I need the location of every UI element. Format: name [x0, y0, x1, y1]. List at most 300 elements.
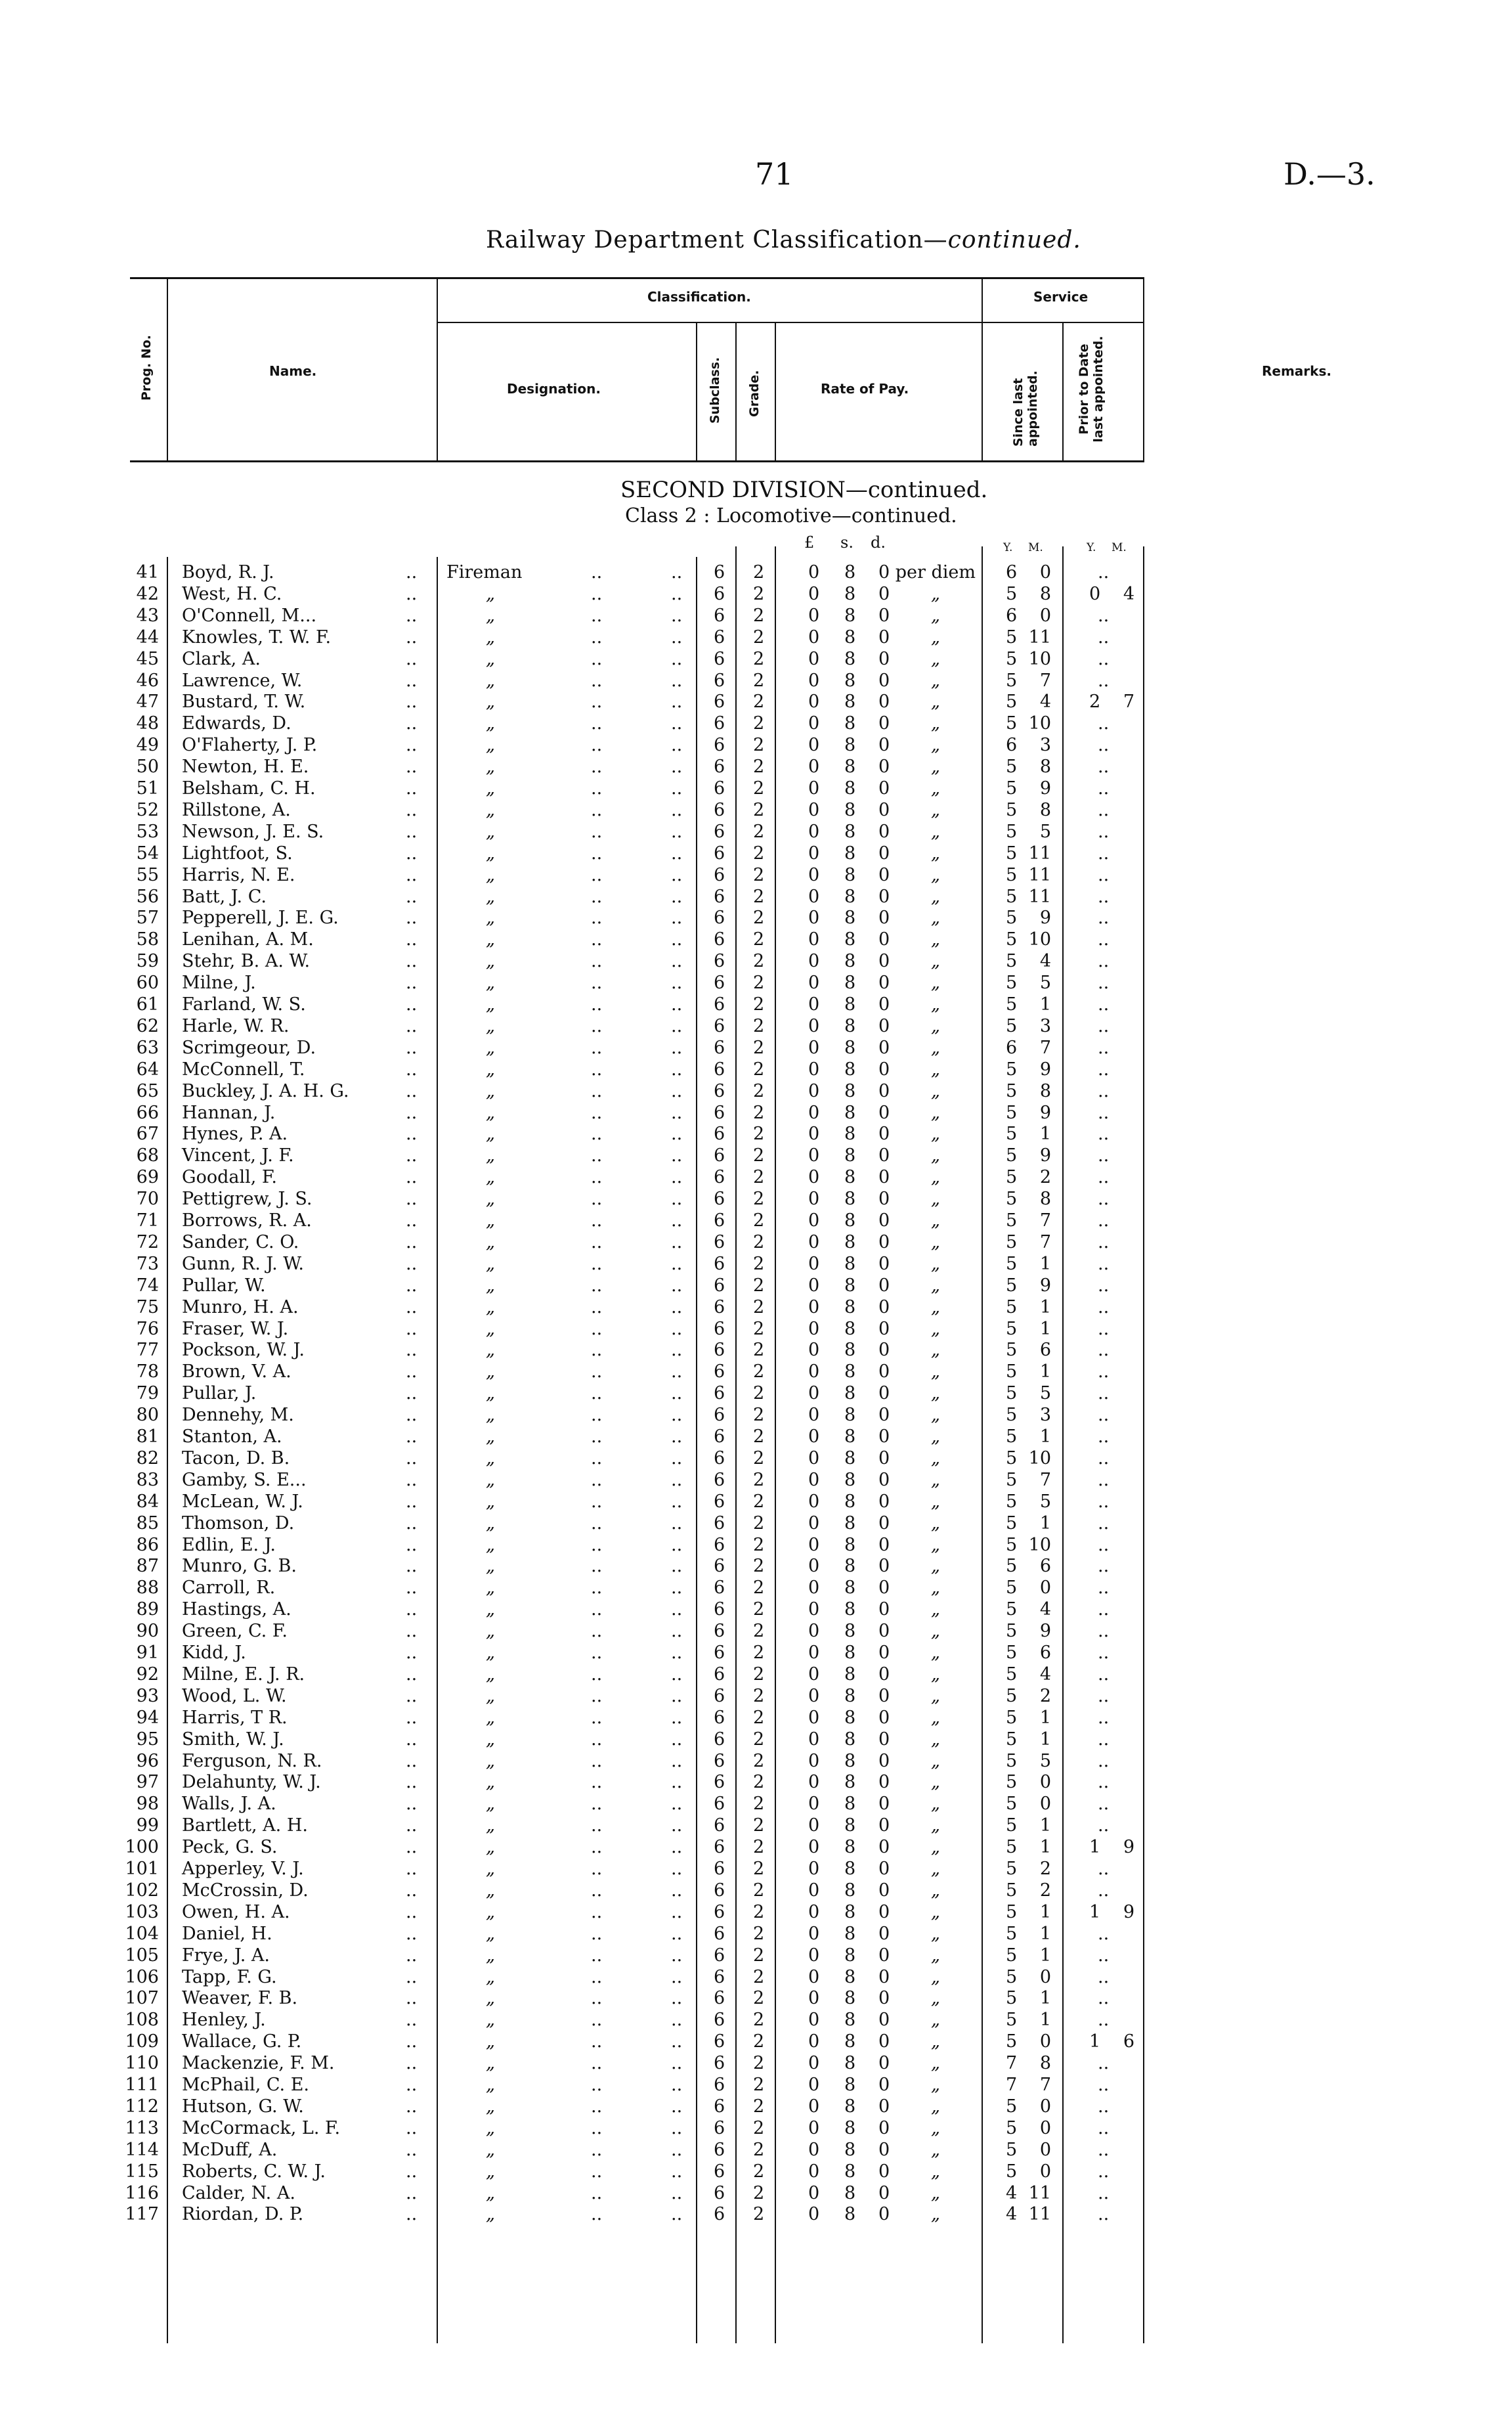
table-row [0, 1188, 1512, 1210]
row-subclass: 6 [714, 1923, 725, 1944]
row-prior-none: .. [1098, 713, 1110, 734]
row-subclass: 6 [714, 627, 725, 648]
row-designation: „ [486, 1037, 495, 1058]
row-pay-ditto: „ [931, 648, 940, 669]
row-pay-ditto: „ [931, 1253, 940, 1274]
row-pay-shillings: 8 [844, 994, 856, 1015]
row-pay-pounds: 0 [808, 1621, 820, 1642]
row-designation: „ [486, 1318, 495, 1339]
row-subclass: 6 [714, 1340, 725, 1361]
row-name: Stehr, B. A. W. [182, 951, 311, 972]
row-pay-pounds: 0 [808, 562, 820, 583]
row-leader-dots: .. [406, 1037, 418, 1058]
row-leader-dots: .. [671, 1405, 683, 1426]
row-designation: „ [486, 1340, 495, 1361]
row-name: West, H. C. [182, 583, 282, 604]
header-name: Name. [269, 363, 317, 379]
row-prior-none: .. [1098, 670, 1110, 691]
row-prog-no: 41 [136, 562, 159, 583]
row-prior-none: .. [1098, 735, 1110, 756]
header-bottom-rule [130, 460, 1144, 462]
row-pay-ditto: „ [931, 2204, 940, 2225]
row-leader-dots: .. [406, 1059, 418, 1080]
row-leader-dots: .. [406, 1080, 418, 1101]
row-subclass: 6 [714, 1534, 725, 1555]
row-designation: „ [486, 1599, 495, 1620]
row-pay-pence: 0 [878, 670, 890, 691]
row-prog-no: 91 [136, 1643, 159, 1663]
row-pay-pence: 0 [878, 843, 890, 864]
row-pay-pounds: 0 [808, 1426, 820, 1447]
row-designation: „ [486, 1102, 495, 1123]
row-pay-pounds: 0 [808, 670, 820, 691]
row-since-years: 5 [1006, 929, 1018, 950]
row-prior-none: .. [1098, 1275, 1110, 1296]
row-pay-pounds: 0 [808, 1750, 820, 1771]
row-leader-dots: .. [591, 1966, 603, 1987]
row-subclass: 6 [714, 843, 725, 864]
table-row [0, 2031, 1512, 2052]
row-designation: „ [486, 1231, 495, 1252]
row-leader-dots: .. [591, 843, 603, 864]
row-leader-dots: .. [406, 1383, 418, 1404]
row-since-years: 5 [1006, 2010, 1018, 2031]
row-leader-dots: .. [591, 2139, 603, 2160]
table-row [0, 756, 1512, 778]
row-prior-none: .. [1098, 1102, 1110, 1123]
row-leader-dots: .. [406, 2204, 418, 2225]
row-pay-shillings: 8 [844, 886, 856, 907]
row-designation: „ [486, 886, 495, 907]
row-name: Henley, J. [182, 2010, 266, 2031]
row-grade: 2 [753, 1534, 765, 1555]
row-leader-dots: .. [406, 583, 418, 604]
row-designation: „ [486, 1966, 495, 1987]
row-since-years: 5 [1006, 1469, 1018, 1490]
row-leader-dots: .. [591, 2161, 603, 2182]
row-since-months: 9 [1039, 1621, 1051, 1642]
row-pay-pence: 0 [878, 1167, 890, 1188]
row-subclass: 6 [714, 994, 725, 1015]
row-leader-dots: .. [406, 1599, 418, 1620]
row-leader-dots: .. [671, 1859, 683, 1879]
row-prog-no: 70 [136, 1189, 159, 1210]
row-leader-dots: .. [671, 1815, 683, 1836]
row-leader-dots: .. [671, 1210, 683, 1231]
row-name: Belsham, C. H. [182, 778, 316, 799]
row-leader-dots: .. [406, 1361, 418, 1382]
row-prior-none: .. [1098, 929, 1110, 950]
row-pay-pence: 0 [878, 1556, 890, 1577]
row-leader-dots: .. [591, 2096, 603, 2117]
row-prior-none: .. [1098, 1447, 1110, 1468]
row-prior-years: 0 [1089, 583, 1101, 604]
row-name: Edlin, E. J. [182, 1534, 276, 1555]
row-leader-dots: .. [406, 627, 418, 648]
row-subclass: 6 [714, 692, 725, 713]
row-leader-dots: .. [591, 605, 603, 626]
row-prior-none: .. [1098, 1815, 1110, 1836]
row-pay-pounds: 0 [808, 1815, 820, 1836]
row-prior-years: 1 [1089, 2031, 1101, 2052]
row-pay-pounds: 0 [808, 605, 820, 626]
row-prior-none: .. [1098, 1383, 1110, 1404]
row-pay-ditto: „ [931, 1275, 940, 1296]
row-pay-shillings: 8 [844, 670, 856, 691]
row-pay-ditto: „ [931, 1037, 940, 1058]
row-pay-shillings: 8 [844, 1124, 856, 1145]
row-leader-dots: .. [671, 1772, 683, 1793]
row-prior-months: 9 [1123, 1837, 1134, 1858]
row-prog-no: 99 [136, 1815, 159, 1836]
row-subclass: 6 [714, 1512, 725, 1534]
row-grade: 2 [753, 1901, 765, 1922]
header-classification: Classification. [647, 289, 751, 305]
row-pay-shillings: 8 [844, 713, 856, 734]
row-pay-pounds: 0 [808, 2161, 820, 2182]
row-prior-none: .. [1098, 1080, 1110, 1101]
row-pay-ditto: „ [931, 2010, 940, 2031]
row-pay-pounds: 0 [808, 1599, 820, 1620]
row-prog-no: 111 [125, 2075, 159, 2095]
row-since-months: 7 [1039, 2075, 1051, 2095]
row-name: O'Flaherty, J. P. [182, 735, 318, 756]
row-leader-dots: .. [591, 1556, 603, 1577]
row-name: Pettigrew, J. S. [182, 1189, 313, 1210]
row-name: Knowles, T. W. F. [182, 627, 332, 648]
row-since-months: 2 [1039, 1685, 1051, 1706]
row-designation: „ [486, 1080, 495, 1101]
row-subclass: 6 [714, 1124, 725, 1145]
row-prog-no: 62 [136, 1015, 159, 1036]
row-leader-dots: .. [406, 1664, 418, 1685]
row-pay-ditto: „ [931, 1880, 940, 1901]
row-leader-dots: .. [671, 1037, 683, 1058]
row-prior-none: .. [1098, 1059, 1110, 1080]
row-pay-shillings: 8 [844, 951, 856, 972]
row-pay-pence: 0 [878, 1750, 890, 1771]
row-leader-dots: .. [671, 1880, 683, 1901]
row-since-months: 8 [1039, 583, 1051, 604]
row-pay-shillings: 8 [844, 1988, 856, 2009]
row-pay-pounds: 0 [808, 1556, 820, 1577]
row-leader-dots: .. [406, 1340, 418, 1361]
row-prior-none: .. [1098, 1469, 1110, 1490]
table-row [0, 627, 1512, 648]
row-leader-dots: .. [671, 1901, 683, 1922]
row-since-months: 1 [1039, 1923, 1051, 1944]
row-pay-ditto: „ [931, 2075, 940, 2095]
row-pay-shillings: 8 [844, 1556, 856, 1577]
row-pay-pence: 0 [878, 2096, 890, 2117]
row-pay-ditto: „ [931, 1945, 940, 1966]
row-since-years: 5 [1006, 1189, 1018, 1210]
row-pay-ditto: „ [931, 1296, 940, 1317]
row-pay-pounds: 0 [808, 2031, 820, 2052]
row-grade: 2 [753, 1231, 765, 1252]
row-prior-none: .. [1098, 1145, 1110, 1166]
row-leader-dots: .. [671, 951, 683, 972]
row-grade: 2 [753, 1945, 765, 1966]
row-designation: „ [486, 648, 495, 669]
header-divider-2 [437, 278, 438, 461]
row-pay-pence: 0 [878, 1794, 890, 1815]
row-since-months: 7 [1039, 1231, 1051, 1252]
table-row [0, 1555, 1512, 1577]
row-prog-no: 67 [136, 1124, 159, 1145]
row-grade: 2 [753, 1794, 765, 1815]
row-pay-shillings: 8 [844, 908, 856, 929]
table-row [0, 1642, 1512, 1664]
row-pay-ditto: „ [931, 778, 940, 799]
row-leader-dots: .. [671, 886, 683, 907]
table-row [0, 1987, 1512, 2009]
row-leader-dots: .. [671, 1167, 683, 1188]
row-since-years: 5 [1006, 1988, 1018, 2009]
row-pay-ditto: „ [931, 1059, 940, 1080]
row-pay-shillings: 8 [844, 1210, 856, 1231]
row-pay-pounds: 0 [808, 2010, 820, 2031]
row-leader-dots: .. [671, 692, 683, 713]
row-subclass: 6 [714, 1491, 725, 1512]
row-since-years: 5 [1006, 670, 1018, 691]
row-leader-dots: .. [671, 929, 683, 950]
row-prior-none: .. [1098, 605, 1110, 626]
row-pay-pounds: 0 [808, 1988, 820, 2009]
row-prog-no: 112 [125, 2096, 159, 2117]
row-leader-dots: .. [406, 886, 418, 907]
row-leader-dots: .. [406, 843, 418, 864]
row-leader-dots: .. [671, 1426, 683, 1447]
row-leader-dots: .. [671, 735, 683, 756]
row-leader-dots: .. [671, 2117, 683, 2138]
row-prog-no: 114 [125, 2139, 159, 2160]
row-prior-none: .. [1098, 1340, 1110, 1361]
row-leader-dots: .. [406, 2096, 418, 2117]
table-row [0, 2074, 1512, 2096]
row-prog-no: 113 [125, 2117, 159, 2138]
row-pay-ditto: „ [931, 1167, 940, 1188]
title-continued: continued. [947, 227, 1081, 254]
row-subclass: 6 [714, 1578, 725, 1599]
row-pay-shillings: 8 [844, 1167, 856, 1188]
row-pay-shillings: 8 [844, 1015, 856, 1036]
row-prior-months: 6 [1123, 2031, 1134, 2052]
row-prior-none: .. [1098, 2204, 1110, 2225]
table-row [0, 1166, 1512, 1188]
row-prior-none: .. [1098, 1750, 1110, 1771]
row-pay-shillings: 8 [844, 1318, 856, 1339]
row-pay-pounds: 0 [808, 1231, 820, 1252]
row-leader-dots: .. [591, 1621, 603, 1642]
row-prog-no: 78 [136, 1361, 159, 1382]
row-pay-pence: 0 [878, 1512, 890, 1534]
row-leader-dots: .. [591, 2075, 603, 2095]
row-name: Weaver, F. B. [182, 1988, 298, 2009]
row-since-months: 0 [1039, 562, 1051, 583]
row-pay-pounds: 0 [808, 1534, 820, 1555]
row-pay-pounds: 0 [808, 994, 820, 1015]
row-since-years: 5 [1006, 1772, 1018, 1793]
row-pay-shillings: 8 [844, 821, 856, 842]
table-row [0, 2096, 1512, 2117]
row-designation: „ [486, 994, 495, 1015]
row-prog-no: 53 [136, 821, 159, 842]
row-subclass: 6 [714, 1599, 725, 1620]
row-pay-ditto: „ [931, 1923, 940, 1944]
row-since-months: 1 [1039, 1945, 1051, 1966]
row-pay-ditto: „ [931, 1729, 940, 1750]
unit-pence: d. [871, 533, 886, 552]
table-row [0, 821, 1512, 843]
row-since-months: 5 [1039, 1491, 1051, 1512]
row-pay-shillings: 8 [844, 692, 856, 713]
row-grade: 2 [753, 994, 765, 1015]
row-prior-none: .. [1098, 1189, 1110, 1210]
row-grade: 2 [753, 1361, 765, 1382]
row-designation: „ [486, 2053, 495, 2074]
row-prog-no: 82 [136, 1447, 159, 1468]
row-since-years: 5 [1006, 1080, 1018, 1101]
row-leader-dots: .. [671, 1015, 683, 1036]
row-grade: 2 [753, 648, 765, 669]
row-grade: 2 [753, 1837, 765, 1858]
row-designation: „ [486, 1772, 495, 1793]
row-prior-none: .. [1098, 1210, 1110, 1231]
row-subclass: 6 [714, 583, 725, 604]
table-row [0, 1275, 1512, 1296]
row-grade: 2 [753, 562, 765, 583]
row-leader-dots: .. [406, 1447, 418, 1468]
row-name: McDuff, A. [182, 2139, 278, 2160]
row-leader-dots: .. [591, 1512, 603, 1534]
row-pay-pounds: 0 [808, 627, 820, 648]
row-pay-pence: 0 [878, 1037, 890, 1058]
row-leader-dots: .. [406, 1167, 418, 1188]
row-since-years: 5 [1006, 1815, 1018, 1836]
row-prior-none: .. [1098, 1556, 1110, 1577]
row-pay-ditto: „ [931, 757, 940, 778]
row-grade: 2 [753, 1469, 765, 1490]
header-remarks: Remarks. [1262, 363, 1331, 379]
row-since-months: 7 [1039, 1037, 1051, 1058]
row-pay-pence: 0 [878, 1491, 890, 1512]
row-pay-pence: 0 [878, 1859, 890, 1879]
document-reference: D.—3. [1284, 156, 1375, 192]
row-prior-none: .. [1098, 1880, 1110, 1901]
row-pay-ditto: „ [931, 1210, 940, 1231]
row-pay-shillings: 8 [844, 1901, 856, 1922]
header-divider-3 [696, 323, 697, 461]
row-leader-dots: .. [406, 713, 418, 734]
row-since-months: 1 [1039, 1296, 1051, 1317]
row-leader-dots: .. [671, 908, 683, 929]
row-subclass: 6 [714, 799, 725, 820]
row-since-years: 6 [1006, 605, 1018, 626]
row-leader-dots: .. [406, 2031, 418, 2052]
row-pay-pounds: 0 [808, 757, 820, 778]
row-leader-dots: .. [671, 1707, 683, 1728]
row-since-years: 5 [1006, 1145, 1018, 1166]
row-leader-dots: .. [591, 1361, 603, 1382]
row-grade: 2 [753, 973, 765, 994]
row-prior-none: .. [1098, 1643, 1110, 1663]
row-subclass: 6 [714, 908, 725, 929]
row-since-years: 5 [1006, 2096, 1018, 2117]
row-pay-shillings: 8 [844, 1145, 856, 1166]
row-pay-pounds: 0 [808, 886, 820, 907]
row-name: Hynes, P. A. [182, 1124, 288, 1145]
row-pay-pence: 0 [878, 1102, 890, 1123]
row-leader-dots: .. [591, 1685, 603, 1706]
row-leader-dots: .. [671, 1340, 683, 1361]
row-leader-dots: .. [591, 1578, 603, 1599]
row-pay-shillings: 8 [844, 1966, 856, 1987]
row-prior-months: 7 [1123, 692, 1134, 713]
row-prog-no: 46 [136, 670, 159, 691]
row-name: Scrimgeour, D. [182, 1037, 316, 1058]
row-leader-dots: .. [406, 1815, 418, 1836]
row-grade: 2 [753, 1664, 765, 1685]
row-prog-no: 105 [125, 1945, 159, 1966]
row-prog-no: 104 [125, 1923, 159, 1944]
row-leader-dots: .. [406, 1189, 418, 1210]
row-leader-dots: .. [406, 1253, 418, 1274]
row-since-years: 5 [1006, 1015, 1018, 1036]
row-name: Tapp, F. G. [182, 1966, 277, 1987]
row-since-months: 1 [1039, 1512, 1051, 1534]
row-pay-ditto: „ [931, 735, 940, 756]
row-pay-pounds: 0 [808, 1275, 820, 1296]
row-prog-no: 88 [136, 1578, 159, 1599]
row-prog-no: 56 [136, 886, 159, 907]
row-pay-pence: 0 [878, 692, 890, 713]
row-prog-no: 80 [136, 1405, 159, 1426]
row-leader-dots: .. [406, 1318, 418, 1339]
table-row [0, 1469, 1512, 1491]
row-pay-shillings: 8 [844, 2031, 856, 2052]
row-leader-dots: .. [671, 1750, 683, 1771]
row-pay-pounds: 0 [808, 929, 820, 950]
row-grade: 2 [753, 1059, 765, 1080]
row-since-months: 9 [1039, 1145, 1051, 1166]
row-leader-dots: .. [671, 2139, 683, 2160]
row-grade: 2 [753, 1988, 765, 2009]
row-name: Pullar, J. [182, 1383, 257, 1404]
row-designation: „ [486, 929, 495, 950]
row-subclass: 6 [714, 1037, 725, 1058]
row-since-months: 9 [1039, 908, 1051, 929]
row-leader-dots: .. [591, 627, 603, 648]
row-subclass: 6 [714, 2096, 725, 2117]
row-leader-dots: .. [406, 1859, 418, 1879]
row-leader-dots: .. [406, 1015, 418, 1036]
row-pay-pounds: 0 [808, 1578, 820, 1599]
row-pay-pounds: 0 [808, 692, 820, 713]
row-pay-pounds: 0 [808, 1059, 820, 1080]
row-prior-none: .. [1098, 2096, 1110, 2117]
row-pay-ditto: „ [931, 1599, 940, 1620]
row-pay-pence: 0 [878, 627, 890, 648]
row-subclass: 6 [714, 605, 725, 626]
row-grade: 2 [753, 735, 765, 756]
row-prior-none: .. [1098, 1988, 1110, 2009]
row-name: Goodall, F. [182, 1167, 278, 1188]
row-since-years: 5 [1006, 886, 1018, 907]
row-leader-dots: .. [591, 821, 603, 842]
table-row [0, 1426, 1512, 1447]
row-designation: „ [486, 799, 495, 820]
